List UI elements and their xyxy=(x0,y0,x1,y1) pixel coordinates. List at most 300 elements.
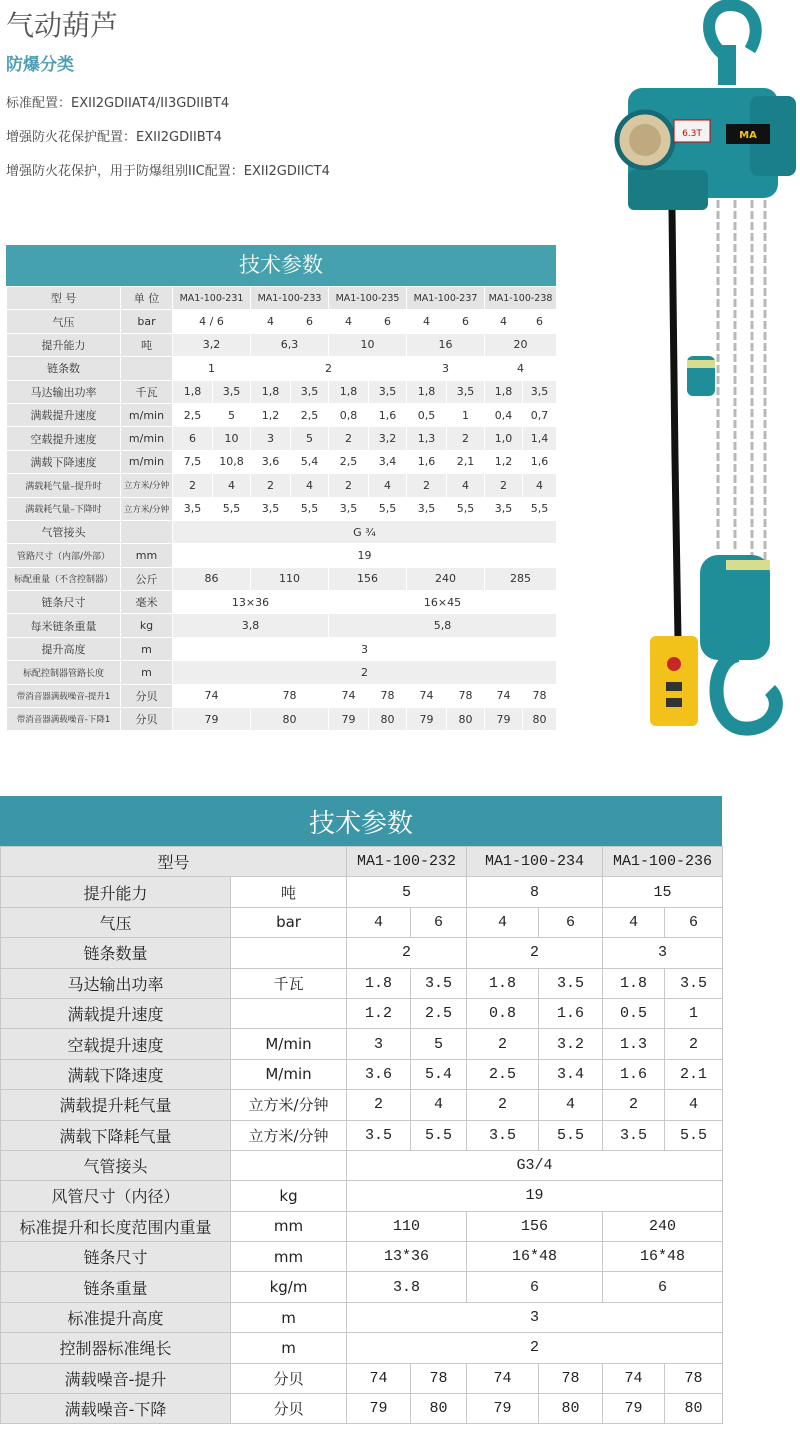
cell: 2 xyxy=(251,474,291,497)
cell: 6 xyxy=(447,310,485,333)
cell: 110 xyxy=(251,567,329,590)
table-row xyxy=(7,591,557,614)
table-row xyxy=(7,427,557,450)
cell: 1,8 xyxy=(485,380,523,403)
row-label: 马达输出功率 xyxy=(1,968,231,998)
cell: 3,2 xyxy=(173,333,251,356)
row-unit: 千瓦 xyxy=(121,380,173,403)
table-row xyxy=(7,403,557,426)
cell: 86 xyxy=(173,567,251,590)
row-unit: 分贝 xyxy=(231,1363,347,1393)
cell: 6 xyxy=(523,310,557,333)
table-row xyxy=(1,1333,723,1363)
row-label: 链条尺寸 xyxy=(7,591,121,614)
cell: 13×36 xyxy=(173,591,329,614)
cell: 5,4 xyxy=(291,450,329,473)
row-label: 管路尺寸（内部/外部） xyxy=(7,544,121,567)
model-col: MA1-100-233 xyxy=(251,287,329,310)
cell: 78 xyxy=(251,684,329,707)
cell: 1,0 xyxy=(485,427,523,450)
cell: 78 xyxy=(665,1363,723,1393)
cell: 4 xyxy=(411,1090,467,1120)
row-label: 链条数量 xyxy=(1,938,231,968)
spec-table-2-grid xyxy=(0,846,723,1424)
model-col: MA1-100-231 xyxy=(173,287,251,310)
cell: 1,6 xyxy=(369,403,407,426)
cell: 1.2 xyxy=(347,998,411,1028)
table-row xyxy=(1,1090,723,1120)
row-label: 标配重量（不含控制器） xyxy=(7,567,121,590)
cell: 4 xyxy=(665,1090,723,1120)
row-label: 满载提升速度 xyxy=(7,403,121,426)
table-row xyxy=(1,1181,723,1211)
row-label: 满载噪音-下降 xyxy=(1,1394,231,1424)
explosion-proof-heading: 防爆分类 xyxy=(6,55,74,75)
cell: 4 xyxy=(447,474,485,497)
cell: 1,6 xyxy=(407,450,447,473)
pendant-control xyxy=(650,636,698,726)
cell: 156 xyxy=(329,567,407,590)
cell: 3 xyxy=(173,637,557,660)
cell: 4 xyxy=(539,1090,603,1120)
air-hose xyxy=(672,210,678,640)
page-title: 气动葫芦 xyxy=(6,9,119,42)
cell: 2 xyxy=(447,427,485,450)
row-label: 满载提升耗气量 xyxy=(1,1090,231,1120)
cell: 10,8 xyxy=(213,450,251,473)
row-unit: m/min xyxy=(121,450,173,473)
cell: 5,5 xyxy=(447,497,485,520)
cell: 156 xyxy=(467,1211,603,1241)
air-hoist-illustration xyxy=(600,0,800,740)
cell: 74 xyxy=(173,684,251,707)
cell: 3 xyxy=(347,1029,411,1059)
table-row xyxy=(1,907,723,937)
table-row xyxy=(7,520,557,543)
cell: 0,8 xyxy=(329,403,369,426)
cell: 6 xyxy=(539,907,603,937)
cell: 80 xyxy=(523,708,557,731)
cell: 74 xyxy=(603,1363,665,1393)
cell: 6 xyxy=(173,427,213,450)
row-unit xyxy=(231,998,347,1028)
row-unit: m xyxy=(121,661,173,684)
cell: 4 xyxy=(523,474,557,497)
table-row xyxy=(7,614,557,637)
cell: 3 xyxy=(347,1302,723,1332)
table-row xyxy=(7,333,557,356)
row-unit: mm xyxy=(231,1211,347,1241)
cell: 20 xyxy=(485,333,557,356)
cell: 3.5 xyxy=(347,1120,411,1150)
cell: 6,3 xyxy=(251,333,329,356)
row-unit xyxy=(231,1150,347,1180)
cell: 5.5 xyxy=(665,1120,723,1150)
cell: 78 xyxy=(369,684,407,707)
spec-standard: 标准配置：EXII2GDIIAT4/II3GDIIBT4 xyxy=(6,96,230,111)
cell: 74 xyxy=(467,1363,539,1393)
cell: 4 xyxy=(251,310,291,333)
cell: 4 xyxy=(347,907,411,937)
cell: 15 xyxy=(603,877,723,907)
spec-table-1-grid xyxy=(6,286,557,731)
table-row xyxy=(1,1211,723,1241)
cell: 4 xyxy=(291,474,329,497)
row-label: 气压 xyxy=(1,907,231,937)
hoist-chains xyxy=(718,200,765,560)
cell: 13*36 xyxy=(347,1242,467,1272)
cell: 79 xyxy=(407,708,447,731)
cell: 2 xyxy=(173,474,213,497)
row-label: 每米链条重量 xyxy=(7,614,121,637)
row-unit: 立方米/分钟 xyxy=(121,474,173,497)
cell: 1.6 xyxy=(539,998,603,1028)
table-row xyxy=(1,1059,723,1089)
cell: 3.8 xyxy=(347,1272,467,1302)
cell: G3/4 xyxy=(347,1150,723,1180)
cell: 3.5 xyxy=(539,968,603,998)
table-row xyxy=(7,661,557,684)
cell: 2 xyxy=(665,1029,723,1059)
cell: 1,3 xyxy=(407,427,447,450)
row-unit: 分贝 xyxy=(121,684,173,707)
row-label: 满载耗气量–提升时 xyxy=(7,474,121,497)
cell: 0.8 xyxy=(467,998,539,1028)
brand-logo: MA xyxy=(739,130,757,141)
table-row xyxy=(1,968,723,998)
cell: 2 xyxy=(347,1090,411,1120)
row-label: 满载耗气量–下降时 xyxy=(7,497,121,520)
cell: 78 xyxy=(411,1363,467,1393)
cell: 2,5 xyxy=(173,403,213,426)
row-unit: mm xyxy=(121,544,173,567)
cell: 79 xyxy=(467,1394,539,1424)
table-row xyxy=(1,1272,723,1302)
cell: 0.5 xyxy=(603,998,665,1028)
cell: 3.5 xyxy=(411,968,467,998)
row-label: 满载下降速度 xyxy=(7,450,121,473)
cell: 0,4 xyxy=(485,403,523,426)
cell: 6 xyxy=(369,310,407,333)
cell: 78 xyxy=(539,1363,603,1393)
cell: 1,8 xyxy=(329,380,369,403)
cell: 5.5 xyxy=(411,1120,467,1150)
row-label: 满载下降耗气量 xyxy=(1,1120,231,1150)
cell: 1.6 xyxy=(603,1059,665,1089)
cell: 6 xyxy=(665,907,723,937)
cell: 4 xyxy=(407,310,447,333)
cell: 79 xyxy=(329,708,369,731)
cell: 6 xyxy=(411,907,467,937)
table-row xyxy=(7,567,557,590)
row-unit: bar xyxy=(231,907,347,937)
row-label: 空载提升速度 xyxy=(7,427,121,450)
cell: 2 xyxy=(329,474,369,497)
cell: 5 xyxy=(213,403,251,426)
row-label: 气管接头 xyxy=(7,520,121,543)
row-label: 马达输出功率 xyxy=(7,380,121,403)
cell: 2 xyxy=(251,357,407,380)
cell: 3,5 xyxy=(213,380,251,403)
cell: 285 xyxy=(485,567,557,590)
cell: 2.5 xyxy=(467,1059,539,1089)
table-row xyxy=(7,544,557,567)
cell: 0,5 xyxy=(407,403,447,426)
cell: 79 xyxy=(603,1394,665,1424)
cell: 240 xyxy=(603,1211,723,1241)
cell: 5.5 xyxy=(539,1120,603,1150)
row-label: 标准提升高度 xyxy=(1,1302,231,1332)
cell: 80 xyxy=(539,1394,603,1424)
cell: 2 xyxy=(467,938,603,968)
cell: 80 xyxy=(369,708,407,731)
cell: 16 xyxy=(407,333,485,356)
cell: 2 xyxy=(603,1090,665,1120)
spec-enhanced-iic: 增强防火花保护，用于防爆组别IIC配置：EXII2GDIICT4 xyxy=(6,164,330,179)
cell: 2 xyxy=(485,474,523,497)
table-row xyxy=(1,938,723,968)
cell: 110 xyxy=(347,1211,467,1241)
cell: 3,5 xyxy=(447,380,485,403)
row-label: 控制器标准绳长 xyxy=(1,1333,231,1363)
cell: 2 xyxy=(347,938,467,968)
cell: 2 xyxy=(407,474,447,497)
row-unit xyxy=(231,938,347,968)
cell: 78 xyxy=(447,684,485,707)
cell: 3,5 xyxy=(291,380,329,403)
bottom-hook-icon xyxy=(717,655,776,729)
cell: 3 xyxy=(603,938,723,968)
table1-heading: 技术参数 xyxy=(6,245,556,286)
cell: 2.5 xyxy=(411,998,467,1028)
row-label: 满载下降速度 xyxy=(1,1059,231,1089)
cell: 79 xyxy=(173,708,251,731)
cell: 16*48 xyxy=(467,1242,603,1272)
row-label: 满载提升速度 xyxy=(1,998,231,1028)
cell: 3,5 xyxy=(251,497,291,520)
cell: 3.5 xyxy=(665,968,723,998)
cell: 5 xyxy=(411,1029,467,1059)
cell: 1,8 xyxy=(251,380,291,403)
table-row xyxy=(7,450,557,473)
cell: 1.3 xyxy=(603,1029,665,1059)
cell: 7,5 xyxy=(173,450,213,473)
row-label: 带消音器满载噪音-提升1 xyxy=(7,684,121,707)
table-row xyxy=(7,380,557,403)
table-row xyxy=(1,998,723,1028)
cell: 3,4 xyxy=(369,450,407,473)
row-unit xyxy=(121,520,173,543)
row-unit: 吨 xyxy=(121,333,173,356)
cell: 5 xyxy=(291,427,329,450)
cell: 78 xyxy=(523,684,557,707)
row-unit: 分贝 xyxy=(231,1394,347,1424)
cell: 3,5 xyxy=(329,497,369,520)
cell: 10 xyxy=(329,333,407,356)
cell: 3,5 xyxy=(173,497,213,520)
model-header: 型 号 xyxy=(7,287,121,310)
row-unit: bar xyxy=(121,310,173,333)
cell: 1,8 xyxy=(173,380,213,403)
row-label: 链条数 xyxy=(7,357,121,380)
cell: 6 xyxy=(603,1272,723,1302)
cell: 74 xyxy=(407,684,447,707)
model-col: MA1-100-237 xyxy=(407,287,485,310)
cell: 3.6 xyxy=(347,1059,411,1089)
row-unit: kg xyxy=(121,614,173,637)
cell: 3.4 xyxy=(539,1059,603,1089)
cell: 6 xyxy=(291,310,329,333)
table-row xyxy=(1,1302,723,1332)
row-label: 带消音器满载噪音-下降1 xyxy=(7,708,121,731)
row-unit: M/min xyxy=(231,1029,347,1059)
cell: 5,5 xyxy=(523,497,557,520)
table-row xyxy=(1,1120,723,1150)
cell: 1.8 xyxy=(603,968,665,998)
cell: 5.4 xyxy=(411,1059,467,1089)
cell: 3.5 xyxy=(603,1120,665,1150)
cell: 16*48 xyxy=(603,1242,723,1272)
cell: 1,4 xyxy=(523,427,557,450)
table-row xyxy=(1,1363,723,1393)
cell: 4 xyxy=(485,310,523,333)
table-row xyxy=(7,357,557,380)
cell: 3,5 xyxy=(407,497,447,520)
cell: 2 xyxy=(347,1333,723,1363)
cell: 3.2 xyxy=(539,1029,603,1059)
cell: 2 xyxy=(467,1029,539,1059)
table-row xyxy=(7,637,557,660)
row-label: 风管尺寸（内径） xyxy=(1,1181,231,1211)
row-label: 链条重量 xyxy=(1,1272,231,1302)
cell: 3,6 xyxy=(251,450,291,473)
row-label: 提升高度 xyxy=(7,637,121,660)
cell: 19 xyxy=(173,544,557,567)
cell: G ¾ xyxy=(173,520,557,543)
row-label: 提升能力 xyxy=(7,333,121,356)
cell: 2,5 xyxy=(329,450,369,473)
cell: 2 xyxy=(329,427,369,450)
row-unit: m xyxy=(231,1333,347,1363)
cell: 4 xyxy=(213,474,251,497)
unit-header: 单 位 xyxy=(121,287,173,310)
spec-enhanced: 增强防火花保护配置：EXII2GDIIBT4 xyxy=(6,130,222,145)
cell: 79 xyxy=(485,708,523,731)
table-row xyxy=(1,1029,723,1059)
table-row xyxy=(7,310,557,333)
table-row xyxy=(1,847,723,877)
row-unit: m xyxy=(231,1302,347,1332)
cell: 2,5 xyxy=(291,403,329,426)
cell: 74 xyxy=(485,684,523,707)
lower-block xyxy=(700,555,770,660)
cell: 3 xyxy=(251,427,291,450)
cell: 1,2 xyxy=(251,403,291,426)
row-unit: m/min xyxy=(121,427,173,450)
cell: 4 xyxy=(329,310,369,333)
row-unit: m xyxy=(121,637,173,660)
row-label: 提升能力 xyxy=(1,877,231,907)
cell: 19 xyxy=(347,1181,723,1211)
row-unit: 立方米/分钟 xyxy=(231,1120,347,1150)
capacity-badge: 6.3T xyxy=(682,129,702,139)
row-unit: 千瓦 xyxy=(231,968,347,998)
cell: 74 xyxy=(347,1363,411,1393)
table-row xyxy=(7,474,557,497)
row-unit: mm xyxy=(231,1242,347,1272)
cell: 3,5 xyxy=(485,497,523,520)
model-col: MA1-100-234 xyxy=(467,847,603,877)
row-unit: kg xyxy=(231,1181,347,1211)
cell: 16×45 xyxy=(329,591,557,614)
cell: 1 xyxy=(665,998,723,1028)
cell: 3 xyxy=(407,357,485,380)
row-unit: 分贝 xyxy=(121,708,173,731)
cell: 5,5 xyxy=(213,497,251,520)
row-unit xyxy=(121,357,173,380)
cell: 1 xyxy=(447,403,485,426)
cell: 4 xyxy=(369,474,407,497)
cell: 0,7 xyxy=(523,403,557,426)
model-col: MA1-100-232 xyxy=(347,847,467,877)
table2-heading: 技术参数 xyxy=(0,796,722,846)
table-row xyxy=(1,1242,723,1272)
row-label: 链条尺寸 xyxy=(1,1242,231,1272)
row-label: 满载噪音-提升 xyxy=(1,1363,231,1393)
table-row xyxy=(1,1394,723,1424)
row-unit: M/min xyxy=(231,1059,347,1089)
row-unit: 立方米/分钟 xyxy=(231,1090,347,1120)
spec-table-2 xyxy=(0,796,722,1424)
cell: 1.8 xyxy=(467,968,539,998)
cell: 4 xyxy=(603,907,665,937)
cell: 2 xyxy=(467,1090,539,1120)
row-unit: 公斤 xyxy=(121,567,173,590)
cell: 4 / 6 xyxy=(173,310,251,333)
cell: 2 xyxy=(173,661,557,684)
cell: 80 xyxy=(411,1394,467,1424)
cell: 3,8 xyxy=(173,614,329,637)
model-col: MA1-100-238 xyxy=(485,287,557,310)
cell: 5 xyxy=(347,877,467,907)
cell: 6 xyxy=(467,1272,603,1302)
cell: 2.1 xyxy=(665,1059,723,1089)
model-col: MA1-100-236 xyxy=(603,847,723,877)
row-unit: 毫米 xyxy=(121,591,173,614)
cell: 2,1 xyxy=(447,450,485,473)
table-row xyxy=(7,287,557,310)
row-label: 标准提升和长度范围内重量 xyxy=(1,1211,231,1241)
cell: 5,8 xyxy=(329,614,557,637)
cell: 80 xyxy=(665,1394,723,1424)
cell: 79 xyxy=(347,1394,411,1424)
row-label: 气压 xyxy=(7,310,121,333)
cell: 3.5 xyxy=(467,1120,539,1150)
cell: 4 xyxy=(485,357,557,380)
cell: 1,6 xyxy=(523,450,557,473)
cell: 10 xyxy=(213,427,251,450)
row-unit: 立方米/分钟 xyxy=(121,497,173,520)
row-unit: kg/m xyxy=(231,1272,347,1302)
cell: 3,2 xyxy=(369,427,407,450)
spec-table-1 xyxy=(6,245,556,731)
cell: 3,5 xyxy=(523,380,557,403)
row-unit: 吨 xyxy=(231,877,347,907)
cell: 240 xyxy=(407,567,485,590)
cell: 1.8 xyxy=(347,968,411,998)
row-label: 空载提升速度 xyxy=(1,1029,231,1059)
row-label: 气管接头 xyxy=(1,1150,231,1180)
